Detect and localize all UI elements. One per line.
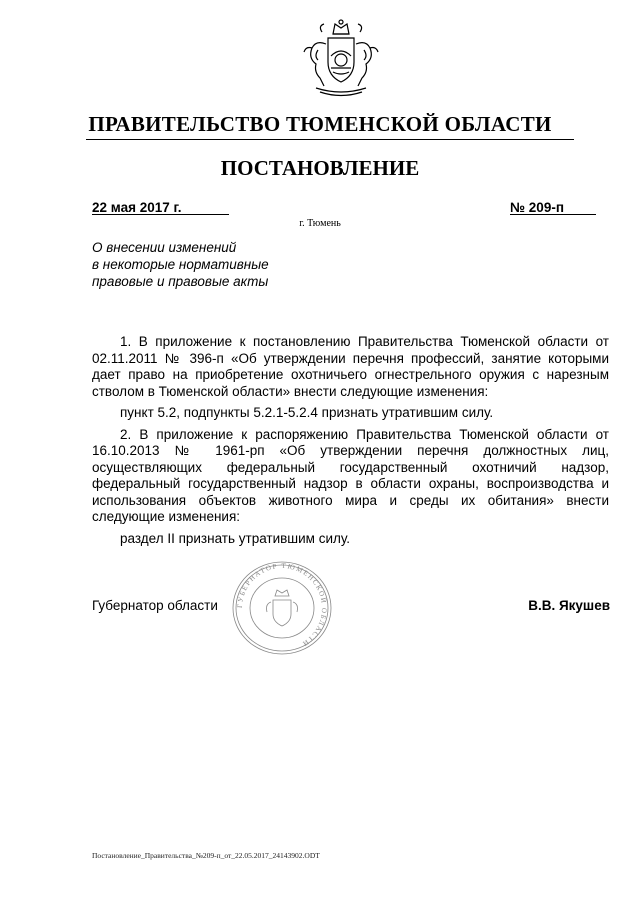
title-divider <box>86 139 574 140</box>
official-seal-icon <box>231 560 333 656</box>
document-type: ПОСТАНОВЛЕНИЕ <box>220 156 420 180</box>
body-paragraph-4: раздел II признать утратившим силу. <box>120 530 351 546</box>
organization-title: ПРАВИТЕЛЬСТВО ТЮМЕНСКОЙ ОБЛАСТИ <box>88 112 552 136</box>
number-underline <box>510 214 596 215</box>
date-underline <box>92 214 229 215</box>
footer-file-name: Постановление_Правительства_№209-п_от_22.05.2017_24143902.ODT <box>92 851 320 860</box>
seal-ring-text: ГУБЕРНАТОР ТЮМЕНСКОЙ ОБЛАСТИ <box>235 561 329 649</box>
signatory-position: Губернатор области <box>92 598 218 613</box>
document-city: г. Тюмень <box>299 218 341 229</box>
signatory-name: В.В. Якушев <box>528 598 610 613</box>
document-date: 22 мая 2017 г. <box>92 200 182 215</box>
subject-line: в некоторые нормативные <box>92 257 269 272</box>
subject-line: правовые и правовые акты <box>92 274 269 289</box>
document-subject <box>92 239 322 290</box>
subject-line: О внесении изменений <box>92 240 237 255</box>
document-number: № 209-п <box>510 200 564 215</box>
body-paragraph-3: 2. В приложение к распоряжению Правительства Тюменской области от 16.10.2013 № 1961-рп «Об утверждении перечня должностных лиц, осуществляющих федеральный государственный охотничий надзор, федеральный государственный надзор в области охраны, воспроизводства и использования объектов животного мира и среды их обитания» внести следующие изменения: <box>92 426 609 524</box>
body-paragraph-1: 1. В приложение к постановлению Правительства Тюменской области от 02.11.2011 № 396-п «Об утверждении перечня профессий, занятие которыми дает право на приобретение охотничьего огнестрельного оружия с нарезным стволом в Тюменской области» внести следующие изменения: <box>92 334 609 399</box>
coat-of-arms-icon <box>298 16 384 100</box>
body-paragraph-2: пункт 5.2, подпункты 5.2.1-5.2.4 признать утратившим силу. <box>120 405 494 420</box>
document-body <box>92 334 609 552</box>
